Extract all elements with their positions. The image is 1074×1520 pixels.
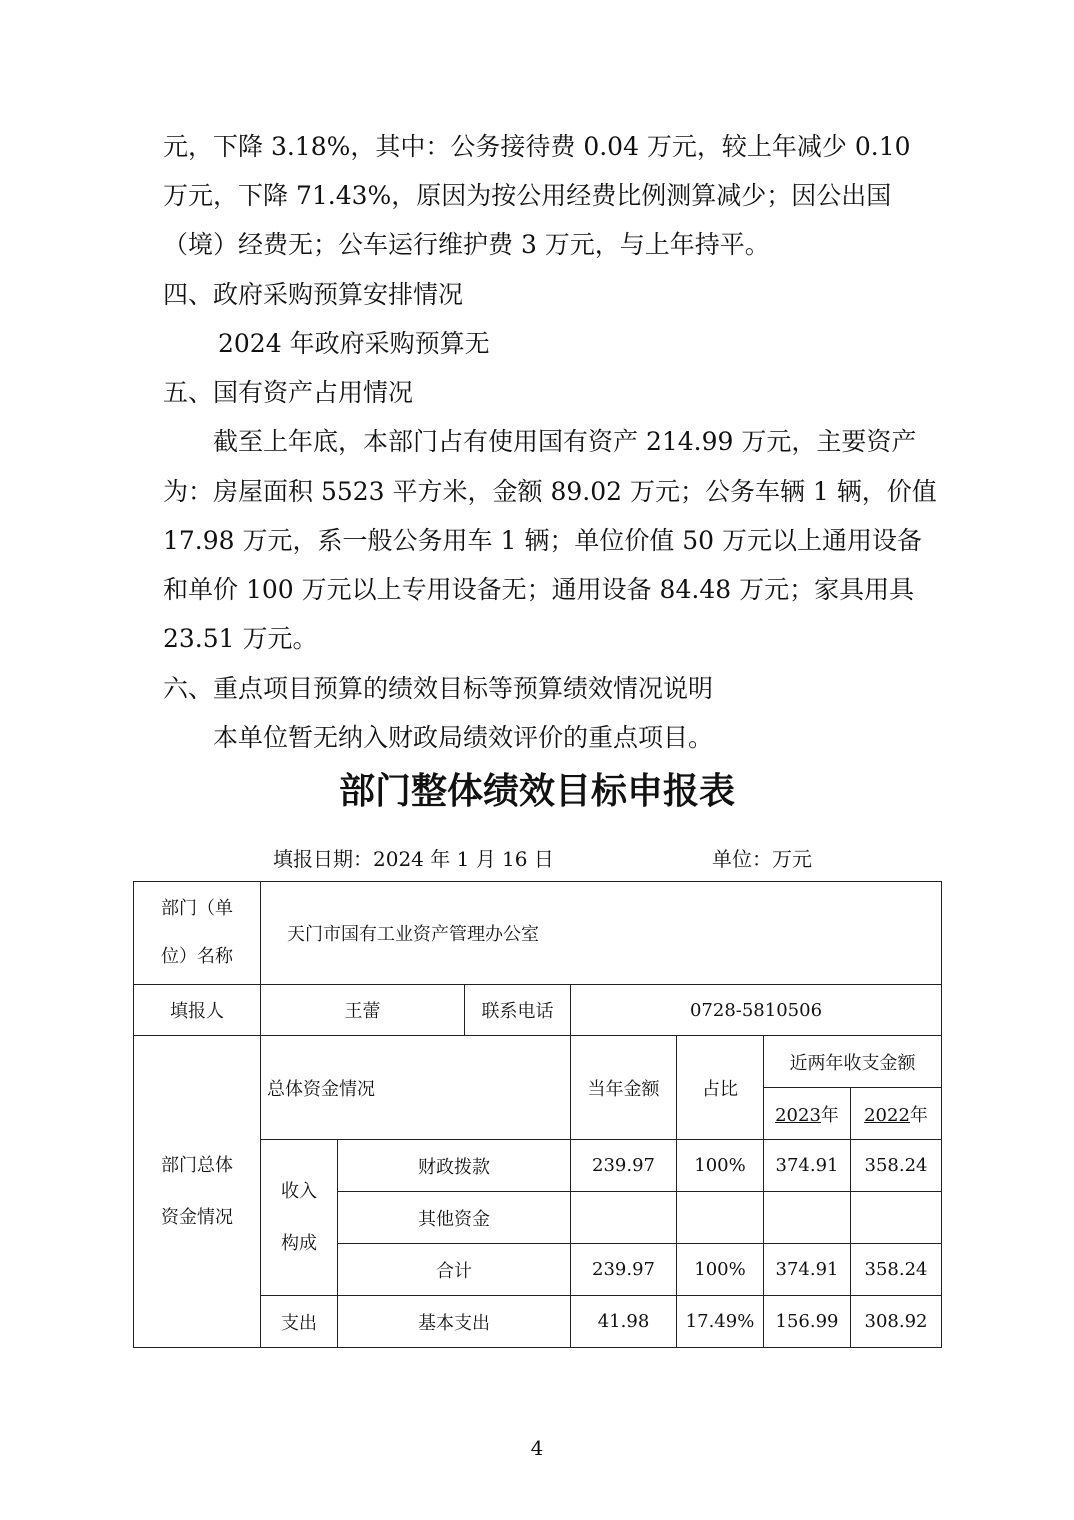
row-2023: 156.99 [764,1296,851,1348]
paragraph-line: 为：房屋面积 5523 平方米，金额 89.02 万元；公务车辆 1 辆，价值 [163,477,937,506]
row-amount: 239.97 [571,1244,677,1296]
row-item: 合计 [338,1244,571,1296]
fund-section-label: 部门总体资金情况 [134,1036,261,1348]
section-heading: 五、国有资产占用情况 [163,378,414,407]
row-2022: 358.24 [851,1140,942,1192]
performance-target-table [133,881,942,1348]
row-item: 其他资金 [338,1192,571,1244]
dept-name-label: 部门（单位）名称 [134,882,261,985]
row-2023 [764,1192,851,1244]
two-year-header: 近两年收支金额 [764,1036,942,1088]
page-number: 4 [530,1436,544,1460]
section-heading: 六、重点项目预算的绩效目标等预算绩效情况说明 [163,674,714,703]
paragraph-line: 和单价 100 万元以上专用设备无；通用设备 84.48 万元；家具用具 [163,575,915,604]
row-ratio: 100% [677,1140,764,1192]
income-label: 收入构成 [261,1140,338,1296]
row-2023: 374.91 [764,1244,851,1296]
paragraph-line: 元，下降 3.18%，其中：公务接待费 0.04 万元，较上年减少 0.10 [163,132,911,161]
phone-label: 联系电话 [465,985,571,1036]
paragraph-line: 2024 年政府采购预算无 [218,329,490,358]
filler-value: 王蕾 [261,985,465,1036]
section-heading: 四、政府采购预算安排情况 [163,280,464,309]
row-amount: 41.98 [571,1296,677,1348]
paragraph-line: 截至上年底，本部门占有使用国有资产 214.99 万元，主要资产 [213,427,917,456]
phone-value: 0728-5810506 [571,985,942,1036]
row-ratio: 17.49% [677,1296,764,1348]
dept-name-value: 天门市国有工业资产管理办公室 [261,882,942,985]
paragraph-line: （境）经费无；公车运行维护费 3 万元，与上年持平。 [163,230,770,259]
overall-funds-label: 总体资金情况 [261,1036,571,1140]
paragraph-line: 17.98 万元，系一般公务用车 1 辆；单位价值 50 万元以上通用设备 [163,526,923,555]
row-2023: 374.91 [764,1140,851,1192]
row-item: 基本支出 [338,1296,571,1348]
row-amount [571,1192,677,1244]
row-ratio [677,1192,764,1244]
form-title: 部门整体绩效目标申报表 [338,771,735,812]
filler-label: 填报人 [134,985,261,1036]
row-2022 [851,1192,942,1244]
expense-label: 支出 [261,1296,338,1348]
row-2022: 308.92 [851,1296,942,1348]
fill-date: 填报日期：2024 年 1 月 16 日 [273,847,554,871]
year-2022-header: 2022年 [851,1088,942,1140]
row-ratio: 100% [677,1244,764,1296]
row-item: 财政拨款 [338,1140,571,1192]
paragraph-line: 本单位暂无纳入财政局绩效评价的重点项目。 [213,723,714,752]
year-2023-header: 2023年 [764,1088,851,1140]
paragraph-line: 23.51 万元。 [163,624,318,653]
unit-label: 单位：万元 [712,847,812,871]
paragraph-line: 万元，下降 71.43%，原因为按公用经费比例测算减少；因公出国 [163,181,892,210]
current-amount-header: 当年金额 [571,1036,677,1140]
ratio-header: 占比 [677,1036,764,1140]
row-amount: 239.97 [571,1140,677,1192]
row-2022: 358.24 [851,1244,942,1296]
